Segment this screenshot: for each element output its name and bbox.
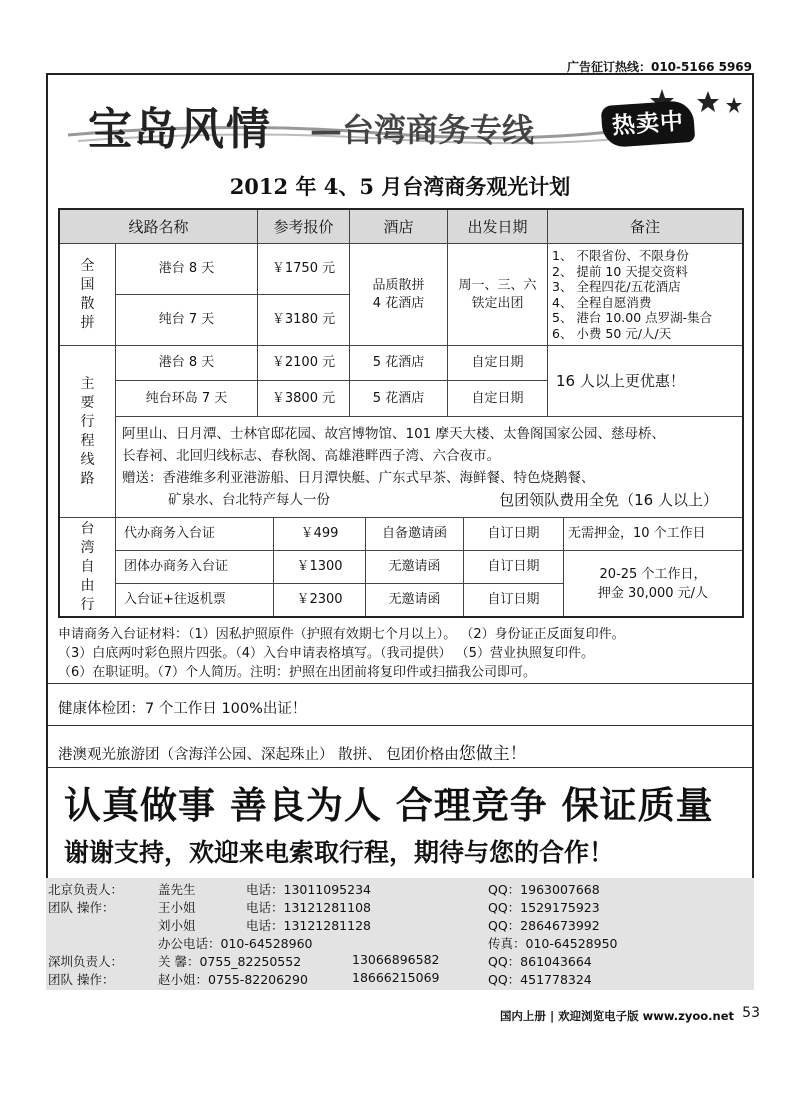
page-number: 53 <box>742 1005 760 1021</box>
route-name: 港台 8 天 <box>116 346 258 381</box>
service-date: 自订日期 <box>464 584 564 616</box>
contact-row: 团队 操作： 赵小姐：0755-82206290 18666215069 QQ：451778324 <box>48 970 592 987</box>
thanks-message: 谢谢支持，欢迎来电索取行程，期待与您的合作！ <box>64 838 615 867</box>
route-price: ￥1750 元 <box>258 244 350 295</box>
invitation: 自备邀请函 <box>366 518 464 551</box>
group-label-main-routes: 主 要 行 程 线 路 <box>60 346 116 518</box>
health-check-tour: 健康体检团：7 个工作日 100%出证！ <box>58 701 307 717</box>
invitation: 无邀请函 <box>366 584 464 616</box>
application-materials: 申请商务入台证材料：（1）因私护照原件（护照有效期七个月以上）。 （2）身份证正反面复印件。 （3）白底两吋彩色照片四张。（4）入台申请表格填写。（我司提供） （5）营业执照复印件。 （6）在职证明。（7）个人简历。注明：护照在出团前将复印件或扫描我公司即可。 <box>58 627 625 680</box>
group1-notes: 1、 不限省份、不限身份 2、 提前 10 天提交资料 3、 全程四花/五花酒店 4、 全程自愿消费 5、 港台 10.00 点罗湖-集合 6、 小费 50 元/人/天 <box>548 244 742 346</box>
route-price: ￥2100 元 <box>258 346 350 381</box>
service-name: 入台证+往返机票 <box>116 584 274 616</box>
header-hotel: 酒店 <box>350 210 448 244</box>
hotel-class: 5 花酒店 <box>350 346 448 381</box>
contact-row: 刘小姐 电话：13121281128 QQ：2864673992 <box>158 918 600 933</box>
attractions-block <box>116 417 742 518</box>
contact-row: 办公电话：010-64528960 传真：010-64528950 <box>158 936 618 951</box>
slogan: 认真做事 善良为人 合理竞争 保证质量 <box>64 783 714 827</box>
departure-date: 周一、三、六 铁定出团 <box>448 244 548 346</box>
hotel-class: 5 花酒店 <box>350 381 448 417</box>
group-label-national: 全 国 散 拼 <box>60 244 116 346</box>
gift-line: 赠送：香港维多利亚港游船、日月潭快艇、广东式早茶、海鲜餐、特色烧鹅餐、 <box>122 470 595 486</box>
divider <box>48 767 752 768</box>
route-name: 纯台 7 天 <box>116 295 258 346</box>
header-price: 参考报价 <box>258 210 350 244</box>
invitation: 无邀请函 <box>366 551 464 584</box>
contact-row: 北京负责人： 盖先生 电话：13011095234 QQ：1963007668 <box>48 882 600 897</box>
header-notes: 备注 <box>548 210 742 244</box>
service-date: 自订日期 <box>464 551 564 584</box>
route-price: ￥3800 元 <box>258 381 350 417</box>
tour-table <box>58 208 744 618</box>
service-name: 代办商务入台证 <box>116 518 274 551</box>
header-date: 出发日期 <box>448 210 548 244</box>
service-note: 无需押金，10 个工作日 <box>564 518 742 551</box>
route-name: 纯台环岛 7 天 <box>116 381 258 417</box>
hotel-class: 品质散拼 4 花酒店 <box>350 244 448 346</box>
departure-date: 自定日期 <box>448 381 548 417</box>
contact-block <box>46 878 754 990</box>
banner-main-title: 宝岛风情 <box>88 104 272 155</box>
attractions-line: 长春祠、北回归线标志、春秋阁、高雄港畔西子湾、六合夜市。 <box>122 448 500 464</box>
attractions-line: 阿里山、日月潭、士林官邸花园、故宫博物馆、101 摩天大楼、太鲁阁国家公园、慈母桥、 <box>122 426 666 442</box>
service-price: ￥499 <box>274 518 366 551</box>
contact-row: 深圳负责人： 关 馨：0755_82250552 13066896582 QQ：861043664 <box>48 952 592 969</box>
banner-subtitle: —台湾商务专线 <box>310 111 535 149</box>
group-label-free-travel: 台 湾 自 由 行 <box>60 518 116 616</box>
hot-sale-badge: 热卖中 <box>601 100 696 148</box>
route-price: ￥3180 元 <box>258 295 350 346</box>
service-name: 团体办商务入台证 <box>116 551 274 584</box>
service-price: ￥2300 <box>274 584 366 616</box>
service-note: 20-25 个工作日， 押金 30,000 元/人 <box>597 566 709 601</box>
service-price: ￥1300 <box>274 551 366 584</box>
group2-note: 16 人以上更优惠！ <box>548 346 742 417</box>
route-name: 港台 8 天 <box>116 244 258 295</box>
plan-title: 2012 年 4、5 月台湾商务观光计划 <box>229 174 571 199</box>
footer-text: 国内上册 | 欢迎浏览电子版 www.zyoo.net <box>499 1009 734 1023</box>
contact-row: 团队 操作： 王小姐 电话：13121281108 QQ：1529175923 <box>48 900 600 915</box>
gift-free-note: 包团领队费用全免（16 人以上） <box>499 491 718 509</box>
advertisement-frame <box>46 73 754 890</box>
banner <box>48 83 752 155</box>
ad-hotline: 广告征订热线：010-5166 5969 <box>566 60 752 74</box>
gift-line: 矿泉水、台北特产每人一份 包团领队费用全免（16 人以上） <box>168 491 718 509</box>
hk-macau-tour: 港澳观光旅游团（含海洋公园、深起珠止） 散拼、 包团价格由您做主！ <box>58 744 527 764</box>
header-route: 线路名称 <box>60 210 258 244</box>
divider <box>48 725 752 726</box>
departure-date: 自定日期 <box>448 346 548 381</box>
service-date: 自订日期 <box>464 518 564 551</box>
divider <box>48 683 752 684</box>
